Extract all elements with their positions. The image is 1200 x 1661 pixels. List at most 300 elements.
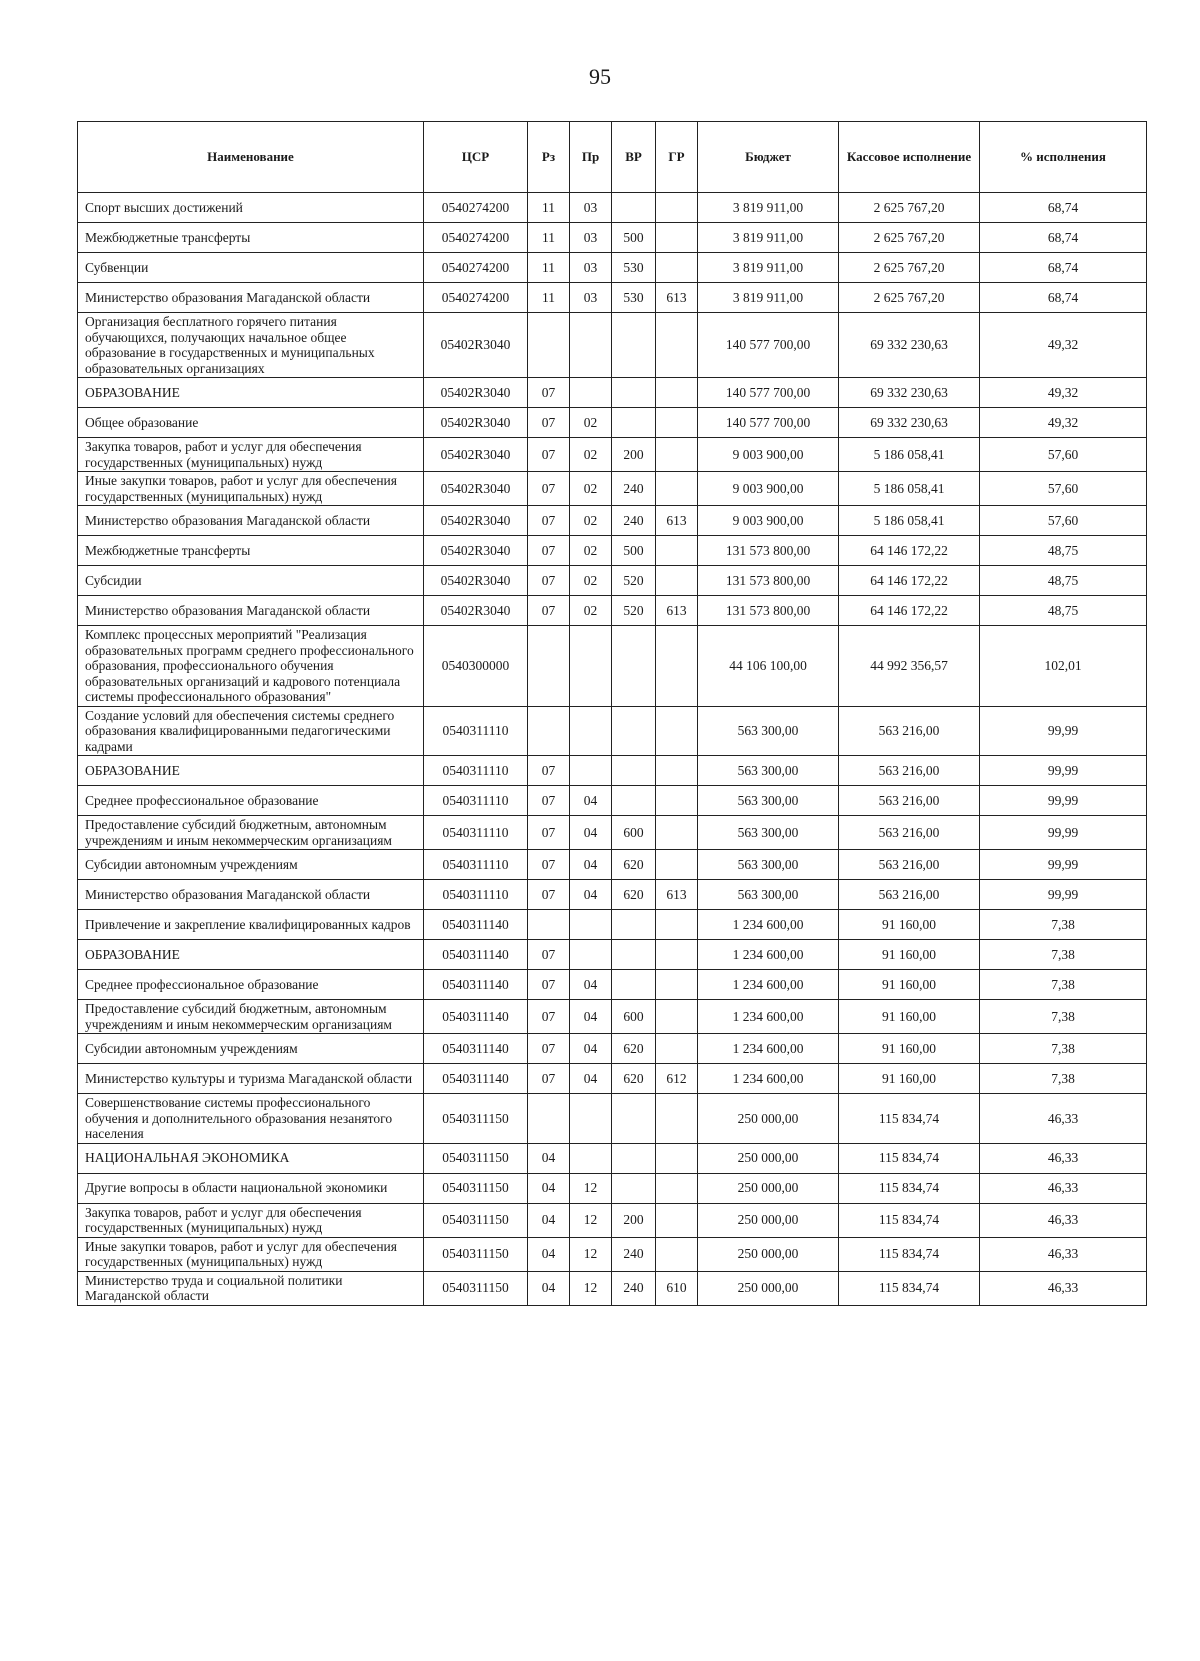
table-header-row — [78, 122, 1147, 193]
cell-rz: 07 — [528, 1064, 570, 1094]
cell-pct: 99,99 — [980, 706, 1147, 756]
cell-budget: 3 819 911,00 — [698, 223, 839, 253]
cell-vr: 620 — [612, 850, 656, 880]
cell-pr: 04 — [570, 786, 612, 816]
cell-budget: 3 819 911,00 — [698, 253, 839, 283]
cell-pct: 7,38 — [980, 940, 1147, 970]
cell-gr — [656, 408, 698, 438]
cell-rz: 07 — [528, 756, 570, 786]
cell-csr: 05402R3040 — [424, 506, 528, 536]
cell-pct: 46,33 — [980, 1271, 1147, 1305]
cell-pr: 04 — [570, 1064, 612, 1094]
cell-gr — [656, 223, 698, 253]
cell-name: Спорт высших достижений — [78, 193, 424, 223]
cell-pct: 46,33 — [980, 1173, 1147, 1203]
cell-vr: 240 — [612, 472, 656, 506]
cell-csr: 0540311140 — [424, 1000, 528, 1034]
cell-rz: 07 — [528, 1034, 570, 1064]
cell-rz: 07 — [528, 940, 570, 970]
cell-vr: 200 — [612, 1203, 656, 1237]
cell-pct: 46,33 — [980, 1143, 1147, 1173]
cell-pr: 02 — [570, 596, 612, 626]
cell-gr — [656, 438, 698, 472]
cell-csr: 0540311140 — [424, 1064, 528, 1094]
cell-cash: 563 216,00 — [839, 880, 980, 910]
cell-cash: 563 216,00 — [839, 706, 980, 756]
cell-gr — [656, 850, 698, 880]
cell-name: Общее образование — [78, 408, 424, 438]
cell-cash: 563 216,00 — [839, 816, 980, 850]
cell-rz: 07 — [528, 566, 570, 596]
cell-gr — [656, 378, 698, 408]
cell-pr: 02 — [570, 408, 612, 438]
cell-csr: 05402R3040 — [424, 472, 528, 506]
cell-budget: 563 300,00 — [698, 850, 839, 880]
cell-name: Министерство образования Магаданской области — [78, 880, 424, 910]
table-row — [78, 1064, 1147, 1094]
cell-name: ОБРАЗОВАНИЕ — [78, 940, 424, 970]
cell-gr — [656, 910, 698, 940]
cell-rz: 07 — [528, 1000, 570, 1034]
cell-cash: 563 216,00 — [839, 786, 980, 816]
cell-vr — [612, 970, 656, 1000]
cell-gr: 613 — [656, 880, 698, 910]
cell-budget: 9 003 900,00 — [698, 438, 839, 472]
cell-csr: 05402R3040 — [424, 313, 528, 378]
cell-pr — [570, 940, 612, 970]
cell-name: Привлечение и закрепление квалифицированных кадров — [78, 910, 424, 940]
cell-budget: 140 577 700,00 — [698, 408, 839, 438]
cell-pr: 03 — [570, 253, 612, 283]
cell-cash: 91 160,00 — [839, 940, 980, 970]
table-row — [78, 756, 1147, 786]
cell-vr: 620 — [612, 880, 656, 910]
cell-pr: 02 — [570, 566, 612, 596]
cell-pct: 68,74 — [980, 283, 1147, 313]
cell-pct: 68,74 — [980, 253, 1147, 283]
cell-pct: 48,75 — [980, 566, 1147, 596]
cell-cash: 44 992 356,57 — [839, 626, 980, 707]
table-row — [78, 816, 1147, 850]
cell-gr — [656, 816, 698, 850]
cell-name: Министерство образования Магаданской области — [78, 596, 424, 626]
cell-rz: 07 — [528, 438, 570, 472]
cell-gr — [656, 756, 698, 786]
cell-csr: 0540311140 — [424, 1034, 528, 1064]
cell-name: Иные закупки товаров, работ и услуг для обеспечения государственных (муниципальных) нужд — [78, 1237, 424, 1271]
cell-vr — [612, 378, 656, 408]
cell-pct: 49,32 — [980, 313, 1147, 378]
table-row — [78, 850, 1147, 880]
cell-pct: 48,75 — [980, 596, 1147, 626]
cell-budget: 44 106 100,00 — [698, 626, 839, 707]
cell-budget: 9 003 900,00 — [698, 506, 839, 536]
cell-cash: 69 332 230,63 — [839, 378, 980, 408]
cell-pct: 99,99 — [980, 850, 1147, 880]
cell-pr — [570, 910, 612, 940]
cell-pct: 46,33 — [980, 1094, 1147, 1144]
cell-name: Создание условий для обеспечения системы среднего образования квалифицированными педагогическими кадрами — [78, 706, 424, 756]
budget-execution-table — [77, 121, 1147, 1306]
cell-name: Закупка товаров, работ и услуг для обеспечения государственных (муниципальных) нужд — [78, 1203, 424, 1237]
cell-budget: 1 234 600,00 — [698, 970, 839, 1000]
table-row — [78, 706, 1147, 756]
cell-name: Министерство образования Магаданской области — [78, 283, 424, 313]
cell-csr: 0540311150 — [424, 1271, 528, 1305]
col-header-rz: Рз — [528, 122, 570, 193]
cell-gr — [656, 193, 698, 223]
cell-gr — [656, 970, 698, 1000]
cell-budget: 9 003 900,00 — [698, 472, 839, 506]
col-header-csr: ЦСР — [424, 122, 528, 193]
cell-gr — [656, 536, 698, 566]
cell-name: Субсидии автономным учреждениям — [78, 1034, 424, 1064]
cell-budget: 563 300,00 — [698, 816, 839, 850]
cell-vr — [612, 193, 656, 223]
table-row — [78, 408, 1147, 438]
cell-budget: 250 000,00 — [698, 1237, 839, 1271]
cell-gr — [656, 1000, 698, 1034]
cell-csr: 0540311140 — [424, 910, 528, 940]
cell-pct: 49,32 — [980, 378, 1147, 408]
cell-csr: 05402R3040 — [424, 438, 528, 472]
cell-pr: 12 — [570, 1237, 612, 1271]
cell-vr: 240 — [612, 506, 656, 536]
cell-budget: 140 577 700,00 — [698, 378, 839, 408]
cell-pr: 03 — [570, 283, 612, 313]
cell-cash: 5 186 058,41 — [839, 506, 980, 536]
cell-cash: 5 186 058,41 — [839, 438, 980, 472]
cell-budget: 563 300,00 — [698, 756, 839, 786]
cell-budget: 1 234 600,00 — [698, 1000, 839, 1034]
cell-gr — [656, 706, 698, 756]
cell-budget: 563 300,00 — [698, 786, 839, 816]
cell-pr: 04 — [570, 1034, 612, 1064]
cell-name: Среднее профессиональное образование — [78, 786, 424, 816]
page-number: 95 — [589, 64, 611, 89]
cell-vr: 240 — [612, 1237, 656, 1271]
cell-pr: 02 — [570, 506, 612, 536]
cell-budget: 563 300,00 — [698, 880, 839, 910]
cell-budget: 1 234 600,00 — [698, 1034, 839, 1064]
table-row — [78, 378, 1147, 408]
cell-csr: 0540311150 — [424, 1203, 528, 1237]
cell-pr: 04 — [570, 816, 612, 850]
cell-pr — [570, 1143, 612, 1173]
cell-rz: 04 — [528, 1271, 570, 1305]
cell-rz: 07 — [528, 850, 570, 880]
cell-pr: 03 — [570, 223, 612, 253]
cell-gr — [656, 1143, 698, 1173]
cell-csr: 0540274200 — [424, 223, 528, 253]
cell-name: НАЦИОНАЛЬНАЯ ЭКОНОМИКА — [78, 1143, 424, 1173]
cell-csr: 0540311110 — [424, 850, 528, 880]
cell-csr: 0540300000 — [424, 626, 528, 707]
cell-rz: 07 — [528, 970, 570, 1000]
cell-gr: 612 — [656, 1064, 698, 1094]
cell-gr: 610 — [656, 1271, 698, 1305]
cell-gr — [656, 566, 698, 596]
cell-vr — [612, 910, 656, 940]
cell-budget: 250 000,00 — [698, 1094, 839, 1144]
table-row — [78, 1143, 1147, 1173]
cell-pct: 57,60 — [980, 472, 1147, 506]
cell-budget: 3 819 911,00 — [698, 283, 839, 313]
cell-vr — [612, 1143, 656, 1173]
cell-budget: 3 819 911,00 — [698, 193, 839, 223]
cell-rz — [528, 313, 570, 378]
cell-budget: 250 000,00 — [698, 1271, 839, 1305]
table-row — [78, 193, 1147, 223]
cell-cash: 2 625 767,20 — [839, 253, 980, 283]
cell-vr — [612, 756, 656, 786]
cell-rz: 07 — [528, 408, 570, 438]
table-row — [78, 880, 1147, 910]
cell-cash: 91 160,00 — [839, 910, 980, 940]
cell-vr: 500 — [612, 536, 656, 566]
cell-cash: 115 834,74 — [839, 1203, 980, 1237]
cell-vr — [612, 706, 656, 756]
cell-name: Среднее профессиональное образование — [78, 970, 424, 1000]
cell-cash: 64 146 172,22 — [839, 596, 980, 626]
cell-csr: 0540311110 — [424, 756, 528, 786]
cell-rz: 07 — [528, 880, 570, 910]
cell-csr: 0540311110 — [424, 706, 528, 756]
table-row — [78, 1034, 1147, 1064]
cell-vr: 530 — [612, 253, 656, 283]
table-row — [78, 626, 1147, 707]
cell-csr: 0540311110 — [424, 880, 528, 910]
cell-csr: 0540274200 — [424, 193, 528, 223]
cell-budget: 131 573 800,00 — [698, 536, 839, 566]
cell-pr: 04 — [570, 1000, 612, 1034]
cell-pr — [570, 756, 612, 786]
cell-rz: 11 — [528, 253, 570, 283]
cell-gr — [656, 1203, 698, 1237]
cell-rz: 07 — [528, 378, 570, 408]
cell-name: Организация бесплатного горячего питания обучающихся, получающих начальное общее образование в государственных и муниципальных образовательных организациях — [78, 313, 424, 378]
cell-cash: 115 834,74 — [839, 1173, 980, 1203]
col-header-pr: Пр — [570, 122, 612, 193]
cell-gr: 613 — [656, 596, 698, 626]
cell-budget: 250 000,00 — [698, 1143, 839, 1173]
cell-rz: 04 — [528, 1203, 570, 1237]
cell-csr: 0540311150 — [424, 1143, 528, 1173]
cell-vr — [612, 408, 656, 438]
table-row — [78, 566, 1147, 596]
cell-pr — [570, 1094, 612, 1144]
table-row — [78, 506, 1147, 536]
cell-vr: 620 — [612, 1064, 656, 1094]
cell-pr: 04 — [570, 880, 612, 910]
cell-rz: 07 — [528, 596, 570, 626]
cell-rz — [528, 626, 570, 707]
cell-pr: 03 — [570, 193, 612, 223]
cell-name: Министерство культуры и туризма Магаданской области — [78, 1064, 424, 1094]
cell-csr: 0540311140 — [424, 970, 528, 1000]
cell-gr — [656, 472, 698, 506]
cell-pct: 99,99 — [980, 880, 1147, 910]
cell-budget: 140 577 700,00 — [698, 313, 839, 378]
table-row — [78, 1203, 1147, 1237]
cell-pr — [570, 313, 612, 378]
col-header-budget: Бюджет — [698, 122, 839, 193]
cell-vr — [612, 1094, 656, 1144]
cell-cash: 69 332 230,63 — [839, 313, 980, 378]
table-row — [78, 536, 1147, 566]
cell-vr — [612, 313, 656, 378]
cell-budget: 250 000,00 — [698, 1173, 839, 1203]
table-row — [78, 1173, 1147, 1203]
cell-vr — [612, 786, 656, 816]
cell-rz — [528, 706, 570, 756]
cell-pr: 12 — [570, 1271, 612, 1305]
cell-vr: 520 — [612, 596, 656, 626]
cell-name: Иные закупки товаров, работ и услуг для обеспечения государственных (муниципальных) нужд — [78, 472, 424, 506]
cell-pct: 99,99 — [980, 786, 1147, 816]
cell-gr — [656, 1034, 698, 1064]
cell-rz: 07 — [528, 786, 570, 816]
cell-cash: 64 146 172,22 — [839, 566, 980, 596]
cell-pct: 7,38 — [980, 970, 1147, 1000]
cell-budget: 250 000,00 — [698, 1203, 839, 1237]
cell-csr: 0540311110 — [424, 816, 528, 850]
table-row — [78, 438, 1147, 472]
cell-name: Другие вопросы в области национальной экономики — [78, 1173, 424, 1203]
table-row — [78, 1000, 1147, 1034]
cell-pr: 04 — [570, 850, 612, 880]
cell-rz: 11 — [528, 283, 570, 313]
cell-pct: 68,74 — [980, 193, 1147, 223]
cell-name: Закупка товаров, работ и услуг для обеспечения государственных (муниципальных) нужд — [78, 438, 424, 472]
cell-cash: 64 146 172,22 — [839, 536, 980, 566]
cell-pct: 68,74 — [980, 223, 1147, 253]
cell-pct: 46,33 — [980, 1237, 1147, 1271]
table-body — [78, 193, 1147, 1306]
cell-cash: 2 625 767,20 — [839, 223, 980, 253]
table-row — [78, 283, 1147, 313]
cell-cash: 69 332 230,63 — [839, 408, 980, 438]
cell-pct: 46,33 — [980, 1203, 1147, 1237]
cell-vr — [612, 626, 656, 707]
cell-name: Межбюджетные трансферты — [78, 223, 424, 253]
cell-name: Министерство образования Магаданской области — [78, 506, 424, 536]
cell-pct: 49,32 — [980, 408, 1147, 438]
cell-cash: 91 160,00 — [839, 1000, 980, 1034]
cell-cash: 115 834,74 — [839, 1271, 980, 1305]
cell-pr: 02 — [570, 536, 612, 566]
cell-vr: 240 — [612, 1271, 656, 1305]
cell-pct: 7,38 — [980, 1000, 1147, 1034]
cell-budget: 1 234 600,00 — [698, 1064, 839, 1094]
table-row — [78, 910, 1147, 940]
cell-gr — [656, 313, 698, 378]
cell-rz — [528, 1094, 570, 1144]
cell-name: Совершенствование системы профессионального обучения и дополнительного образования незанятого населения — [78, 1094, 424, 1144]
cell-name: Межбюджетные трансферты — [78, 536, 424, 566]
cell-rz: 07 — [528, 816, 570, 850]
cell-gr — [656, 1173, 698, 1203]
cell-pct: 57,60 — [980, 438, 1147, 472]
cell-gr: 613 — [656, 506, 698, 536]
table-row — [78, 786, 1147, 816]
cell-budget: 563 300,00 — [698, 706, 839, 756]
cell-cash: 5 186 058,41 — [839, 472, 980, 506]
cell-csr: 0540311150 — [424, 1173, 528, 1203]
cell-csr: 05402R3040 — [424, 566, 528, 596]
cell-pr: 02 — [570, 438, 612, 472]
cell-rz: 11 — [528, 223, 570, 253]
cell-pct: 7,38 — [980, 1034, 1147, 1064]
cell-pr — [570, 378, 612, 408]
cell-rz: 07 — [528, 506, 570, 536]
cell-csr: 05402R3040 — [424, 596, 528, 626]
cell-pr — [570, 706, 612, 756]
cell-gr — [656, 940, 698, 970]
table-row — [78, 1271, 1147, 1305]
cell-vr: 530 — [612, 283, 656, 313]
cell-vr: 600 — [612, 816, 656, 850]
cell-vr: 200 — [612, 438, 656, 472]
cell-name: Предоставление субсидий бюджетным, автономным учреждениям и иным некоммерческим организациям — [78, 816, 424, 850]
cell-pr: 12 — [570, 1203, 612, 1237]
cell-cash: 115 834,74 — [839, 1143, 980, 1173]
col-header-name: Наименование — [78, 122, 424, 193]
cell-name: Предоставление субсидий бюджетным, автономным учреждениям и иным некоммерческим организациям — [78, 1000, 424, 1034]
cell-rz: 04 — [528, 1143, 570, 1173]
table-row — [78, 596, 1147, 626]
cell-csr: 0540274200 — [424, 283, 528, 313]
cell-pr: 02 — [570, 472, 612, 506]
cell-gr — [656, 1094, 698, 1144]
cell-vr: 500 — [612, 223, 656, 253]
cell-vr: 620 — [612, 1034, 656, 1064]
cell-vr — [612, 940, 656, 970]
col-header-gr: ГР — [656, 122, 698, 193]
cell-cash: 2 625 767,20 — [839, 193, 980, 223]
cell-gr — [656, 626, 698, 707]
cell-budget: 131 573 800,00 — [698, 596, 839, 626]
cell-cash: 2 625 767,20 — [839, 283, 980, 313]
cell-cash: 91 160,00 — [839, 1064, 980, 1094]
cell-csr: 0540311110 — [424, 786, 528, 816]
table-row — [78, 940, 1147, 970]
cell-csr: 0540311150 — [424, 1237, 528, 1271]
cell-pct: 48,75 — [980, 536, 1147, 566]
table-row — [78, 313, 1147, 378]
cell-budget: 131 573 800,00 — [698, 566, 839, 596]
cell-cash: 115 834,74 — [839, 1094, 980, 1144]
cell-vr: 520 — [612, 566, 656, 596]
cell-rz — [528, 910, 570, 940]
cell-name: ОБРАЗОВАНИЕ — [78, 756, 424, 786]
cell-pct: 99,99 — [980, 756, 1147, 786]
cell-cash: 91 160,00 — [839, 1034, 980, 1064]
cell-gr — [656, 253, 698, 283]
table-row — [78, 253, 1147, 283]
cell-name: Субвенции — [78, 253, 424, 283]
table-row — [78, 1237, 1147, 1271]
col-header-vr: ВР — [612, 122, 656, 193]
cell-vr — [612, 1173, 656, 1203]
cell-pct: 7,38 — [980, 1064, 1147, 1094]
cell-budget: 1 234 600,00 — [698, 940, 839, 970]
cell-csr: 0540274200 — [424, 253, 528, 283]
table-row — [78, 970, 1147, 1000]
cell-cash: 563 216,00 — [839, 756, 980, 786]
cell-cash: 563 216,00 — [839, 850, 980, 880]
cell-rz: 07 — [528, 536, 570, 566]
